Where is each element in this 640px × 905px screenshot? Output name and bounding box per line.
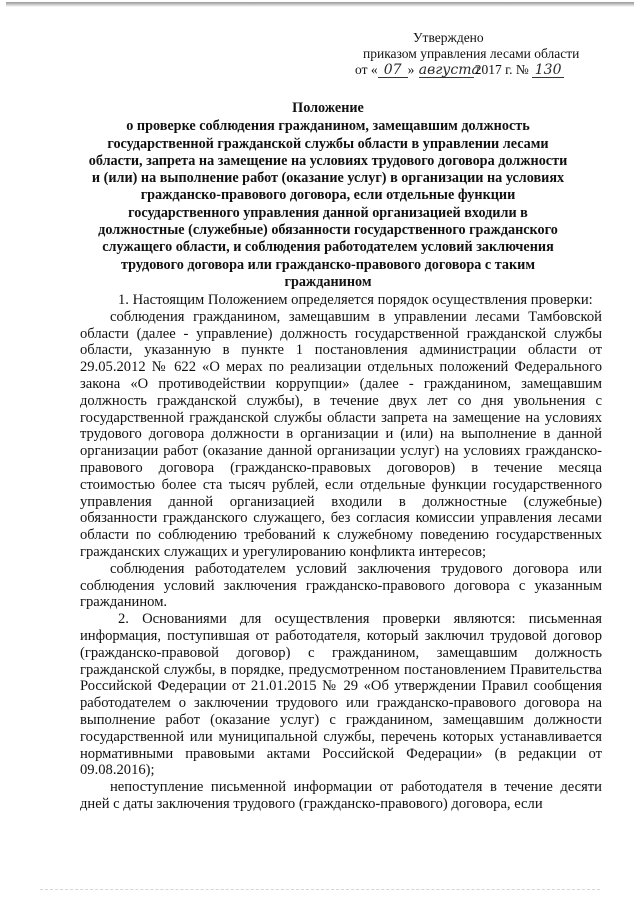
document-body: [80, 292, 602, 813]
approval-date-line: [355, 62, 625, 78]
paragraph-1: 1. Настоящим Положением определяется порядок осуществления проверки:: [118, 292, 593, 308]
approval-label: Утверждено: [413, 30, 484, 45]
paragraph-2: 2. Основаниями для осуществления проверки являются: письменная информация, поступившая от работодателя, который заключил трудовой договор (гражданско-правовой договор) с гражданином, замещавшим должность гражданской службы, в порядке, предусмотренном постановлением Правительства Российской Федерации от 21.01.2015 № 29 «Об утверждении Правил сообщения работодателем о заключении трудового или гражданско-правового договора на выполнение работ (оказание услуг) с гражданином, замещавшим должности государственной или муниципальной службы, перечень которых устанавливается нормативными правовыми актами Российской Федерации» (в редакции от 09.08.2016);: [80, 611, 602, 779]
approval-stamp: [355, 30, 625, 78]
handwritten-day: 07: [378, 63, 408, 78]
year-text: 2017 г. №: [474, 62, 529, 77]
scan-top-edge: [6, 2, 634, 7]
title-subtitle: о проверке соблюдения гражданином, замещавшим должность государственной гражданской службы области в управлении лесами области, запрета на замещение на условиях трудового договора должности и (или) на выполнение работ (оказание услуг) в организации на условиях гражданско-правового договора, если отдельные функции государственного управления данной организацией входили в должностные (служебные) обязанности государственного гражданского служащего области, и соблюдения работодателем условий заключения трудового договора или гражданско-правового договора с таким гражданином: [88, 118, 568, 290]
title-heading: Положение: [292, 100, 364, 116]
scan-bottom-mark: [40, 889, 600, 890]
document-title: [64, 100, 592, 291]
handwritten-number: 130: [532, 63, 564, 78]
date-prefix: от «: [355, 62, 378, 77]
date-mid: »: [407, 62, 415, 77]
paragraph-2-item: непоступление письменной информации от работодателя в течение десяти дней с даты заключения трудового (гражданско-правового) договора, если: [80, 779, 602, 812]
approval-order: приказом управления лесами области: [363, 46, 580, 61]
paragraph-1-item-1: соблюдения гражданином, замещавшим в управлении лесами Тамбовской области (далее - управление) должность государственной гражданской службы области, указанную в пункте 1 постановления администрации области от 29.05.2012 № 622 «О мерах по реализации отдельных положений Федерального закона «О противодействии коррупции» (далее - гражданином, замещавшим должность гражданской службы), в течение двух лет со дня увольнения с государственной гражданской службы области запрета на замещение на условиях трудового договора должности в организации и (или) на выполнение в данной организации работ (оказание данной организации услуг) на условиях гражданско-правового договора (гражданско-правовых договоров) в течение месяца стоимостью более ста тысяч рублей, если отдельные функции государственного управления данной организацией входили в должностные (служебные) обязанности гражданского служащего, без согласия комиссии управления лесами области по соблюдению требований к служебному поведению государственных гражданских служащих и урегулированию конфликта интересов;: [80, 308, 602, 560]
handwritten-month: августа: [418, 62, 480, 78]
paragraph-1-item-2: соблюдения работодателем условий заключения трудового договора или соблюдения условий заключения гражданско-правового договора с указанным гражданином.: [80, 560, 602, 611]
